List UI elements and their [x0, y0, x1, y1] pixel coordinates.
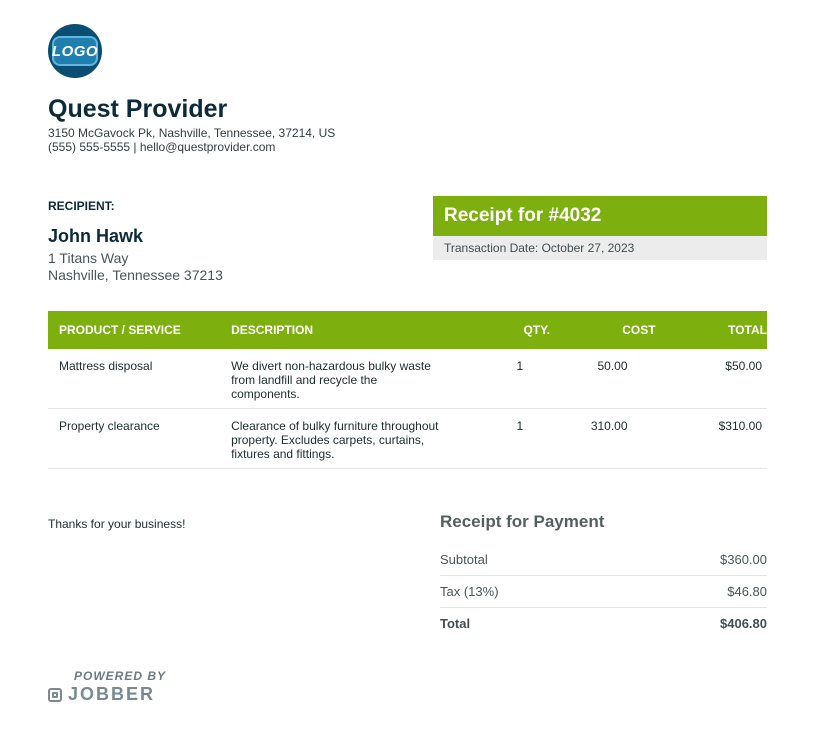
header-qty: QTY.: [523, 323, 551, 337]
row-description: [220, 349, 458, 409]
jobber-brand: [48, 684, 155, 705]
tax-label: Tax (13%): [440, 584, 499, 599]
powered-by-label: POWERED BY: [74, 669, 167, 683]
total-label: Total: [440, 616, 471, 631]
row-total: $310.00: [656, 409, 767, 469]
receipt-header: [433, 196, 767, 260]
receipt-title: Receipt for #4032: [433, 196, 767, 236]
summary-title: Receipt for Payment: [440, 512, 605, 531]
description-line: Clearance of bulky furniture throughout: [231, 419, 439, 433]
tax-value: $46.80: [727, 584, 767, 599]
company-address: 3150 McGavock Pk, Nashville, Tennessee, 37214, US: [48, 126, 336, 140]
logo-text: LOGO: [52, 36, 98, 66]
table-header-row: [48, 311, 767, 349]
header-total: TOTAL: [728, 323, 767, 337]
payment-summary: [440, 512, 767, 639]
recipient-address-line2: Nashville, Tennessee 37213: [48, 267, 223, 283]
company-name: Quest Provider: [48, 95, 228, 123]
table-row: [48, 349, 767, 409]
table-row: [48, 409, 767, 469]
thanks-message: Thanks for your business!: [48, 517, 186, 531]
description-line: We divert non-hazardous bulky waste: [231, 359, 431, 373]
description-line: components.: [231, 387, 300, 401]
company-logo: [48, 24, 102, 78]
row-cost: 310.00: [550, 409, 655, 469]
header-product: PRODUCT / SERVICE: [59, 323, 181, 337]
description-line: from landfill and recycle the: [231, 373, 378, 387]
row-qty: 1: [458, 409, 550, 469]
line-items-table: [48, 311, 767, 469]
total-row: [440, 608, 767, 639]
recipient-address-line1: 1 Titans Way: [48, 250, 129, 266]
jobber-logo-icon: [48, 688, 62, 702]
header-description: DESCRIPTION: [231, 323, 314, 337]
row-description: [220, 409, 458, 469]
company-contact: (555) 555-5555 | hello@questprovider.com: [48, 140, 276, 154]
row-total: $50.00: [656, 349, 767, 409]
subtotal-value: $360.00: [720, 552, 767, 567]
row-qty: 1: [458, 349, 550, 409]
row-cost: 50.00: [550, 349, 655, 409]
recipient-name: John Hawk: [48, 226, 144, 246]
description-line: fixtures and fittings.: [231, 447, 335, 461]
recipient-label: RECIPIENT:: [48, 199, 115, 213]
description-line: property. Excludes carpets, curtains,: [231, 433, 425, 447]
subtotal-label: Subtotal: [440, 552, 488, 567]
header-cost: COST: [622, 323, 656, 337]
row-product: Property clearance: [48, 409, 220, 469]
total-value: $406.80: [720, 616, 767, 631]
row-product: Mattress disposal: [48, 349, 220, 409]
jobber-wordmark: JOBBER: [68, 684, 156, 704]
transaction-date: Transaction Date: October 27, 2023: [433, 236, 767, 260]
tax-row: [440, 576, 767, 608]
subtotal-row: [440, 544, 767, 576]
